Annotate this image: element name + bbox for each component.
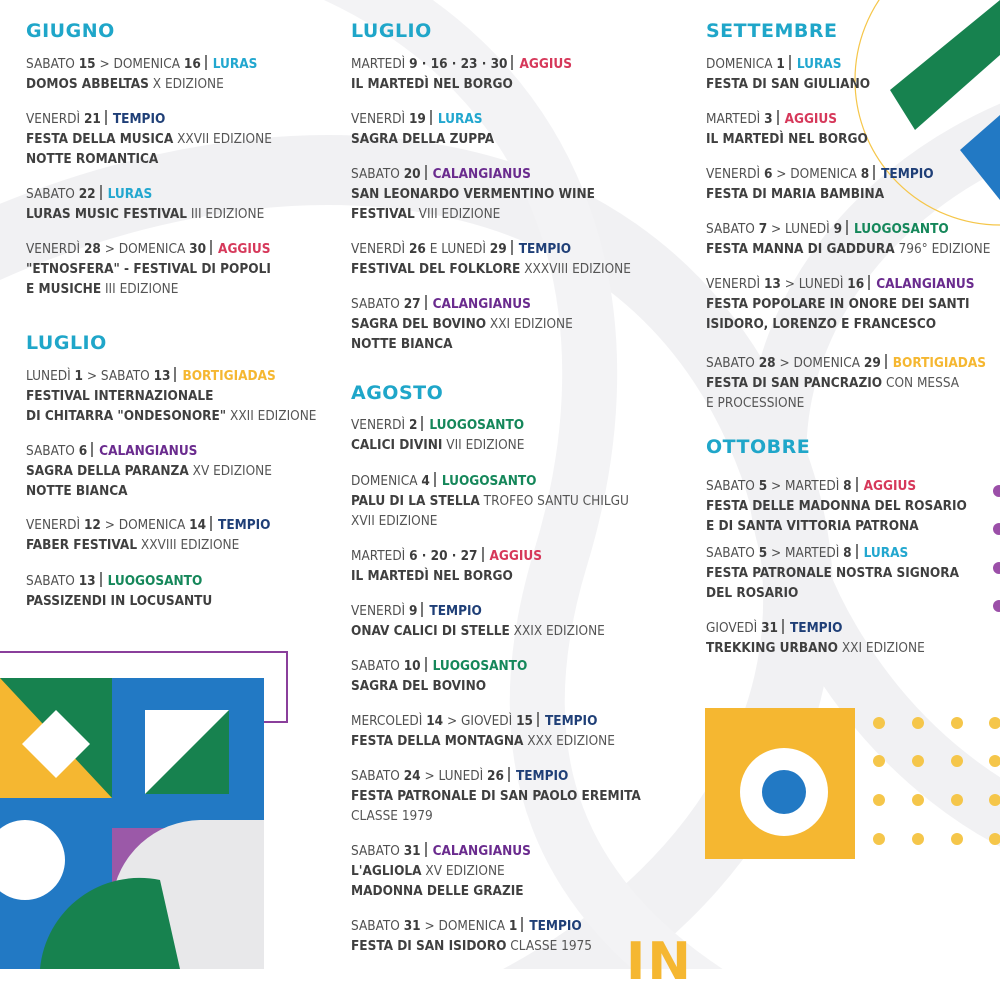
event-item: SABATO 13 LUOGOSANTO PASSIZENDI IN LOCUSANTU bbox=[26, 573, 213, 609]
event-item: SABATO 6 CALANGIANUS SAGRA DELLA PARANZA XV EDIZIONE NOTTE BIANCA bbox=[26, 443, 272, 499]
event-item: MERCOLEDÌ 14 > GIOVEDÌ 15 TEMPIO FESTA DELLA MONTAGNA XXX EDIZIONE bbox=[351, 713, 615, 749]
town-label: TEMPIO bbox=[881, 166, 934, 182]
town-label: CALANGIANUS bbox=[432, 166, 531, 182]
event-item: MARTEDÌ 9 · 16 · 23 · 30 AGGIUS IL MARTEDÌ NEL BORGO bbox=[351, 56, 572, 92]
event-item: VENERDÌ 28 > DOMENICA 30 AGGIUS "ETNOSFERA" - FESTIVAL DI POPOLI E MUSICHE III EDIZIONE bbox=[26, 241, 271, 297]
event-item: MARTEDÌ 3 AGGIUS IL MARTEDÌ NEL BORGO bbox=[706, 111, 868, 147]
town-label: TEMPIO bbox=[518, 241, 572, 257]
event-item: SABATO 31 CALANGIANUS L'AGLIOLA XV EDIZIONE MADONNA DELLE GRAZIE bbox=[351, 843, 531, 899]
event-item: VENERDÌ 13 > LUNEDÌ 16 CALANGIANUS FESTA POPOLARE IN ONORE DEI SANTI ISIDORO, LORENZO E FRANCESCO bbox=[706, 276, 975, 332]
event-item: DOMENICA 1 LURAS FESTA DI SAN GIULIANO bbox=[706, 56, 871, 92]
month-heading-settembre: SETTEMBRE bbox=[706, 20, 838, 42]
town-label: LURAS bbox=[863, 545, 909, 561]
town-label: TEMPIO bbox=[529, 918, 582, 934]
town-label: TEMPIO bbox=[544, 713, 598, 729]
event-item: VENERDÌ 21 TEMPIO FESTA DELLA MUSICA XXVII EDIZIONE NOTTE ROMANTICA bbox=[26, 111, 272, 167]
town-label: TEMPIO bbox=[790, 620, 843, 636]
event-item: SABATO 27 CALANGIANUS SAGRA DEL BOVINO XXI EDIZIONE NOTTE BIANCA bbox=[351, 296, 573, 352]
town-label: BORTIGIADAS bbox=[892, 355, 987, 371]
town-label: LUOGOSANTO bbox=[441, 473, 537, 489]
month-heading-luglio: LUGLIO bbox=[26, 332, 107, 354]
event-item: SABATO 10 LUOGOSANTO SAGRA DEL BOVINO bbox=[351, 658, 528, 694]
geometric-pattern-right bbox=[705, 708, 1000, 863]
event-item: SABATO 15 > DOMENICA 16 LURAS DOMOS ABBELTAS X EDIZIONE bbox=[26, 56, 258, 92]
town-label: LUOGOSANTO bbox=[854, 221, 949, 237]
town-label: TEMPIO bbox=[429, 603, 482, 619]
month-heading-luglio: LUGLIO bbox=[351, 20, 432, 42]
town-label: LUOGOSANTO bbox=[107, 573, 203, 589]
partial-heading-text: IN bbox=[626, 932, 693, 992]
town-label: AGGIUS bbox=[489, 548, 542, 564]
event-item: SABATO 5 > MARTEDÌ 8 AGGIUS FESTA DELLE MADONNA DEL ROSARIO E DI SANTA VITTORIA PATRONA bbox=[706, 478, 967, 534]
event-item: MARTEDÌ 6 · 20 · 27 AGGIUS IL MARTEDÌ NEL BORGO bbox=[351, 548, 542, 584]
town-label: LUOGOSANTO bbox=[429, 417, 525, 433]
town-label: AGGIUS bbox=[863, 478, 917, 494]
event-item: VENERDÌ 9 TEMPIO ONAV CALICI DI STELLE XXIX EDIZIONE bbox=[351, 603, 605, 639]
event-item: DOMENICA 4 LUOGOSANTO PALU DI LA STELLA TROFEO SANTU CHILGU XVII EDIZIONE bbox=[351, 473, 629, 529]
event-item: GIOVEDÌ 31 TEMPIO TREKKING URBANO XXI EDIZIONE bbox=[706, 620, 925, 656]
event-item: SABATO 20 CALANGIANUS SAN LEONARDO VERMENTINO WINE FESTIVAL VIII EDIZIONE bbox=[351, 166, 595, 222]
event-item: VENERDÌ 12 > DOMENICA 14 TEMPIO FABER FESTIVAL XXVIII EDIZIONE bbox=[26, 517, 271, 553]
event-item: SABATO 5 > MARTEDÌ 8 LURAS FESTA PATRONALE NOSTRA SIGNORA DEL ROSARIO bbox=[706, 545, 959, 601]
town-label: CALANGIANUS bbox=[99, 443, 198, 459]
town-label: LURAS bbox=[212, 56, 258, 72]
town-label: TEMPIO bbox=[515, 768, 569, 784]
town-label: CALANGIANUS bbox=[432, 843, 531, 859]
event-item: VENERDÌ 26 E LUNEDÌ 29 TEMPIO FESTIVAL DEL FOLKLORE XXXVIII EDIZIONE bbox=[351, 241, 631, 277]
town-label: LURAS bbox=[437, 111, 483, 127]
town-label: LUOGOSANTO bbox=[432, 658, 528, 674]
month-heading-ottobre: OTTOBRE bbox=[706, 436, 811, 458]
event-item: SABATO 31 > DOMENICA 1 TEMPIO FESTA DI SAN ISIDORO CLASSE 1975 bbox=[351, 918, 593, 954]
town-label: AGGIUS bbox=[519, 56, 572, 72]
town-label: AGGIUS bbox=[784, 111, 838, 127]
event-item: VENERDÌ 2 LUOGOSANTO CALICI DIVINI VII EDIZIONE bbox=[351, 417, 525, 453]
town-label: LURAS bbox=[796, 56, 842, 72]
town-label: BORTIGIADAS bbox=[182, 368, 276, 384]
purple-dots bbox=[990, 480, 1000, 620]
event-item: VENERDÌ 19 LURAS SAGRA DELLA ZUPPA bbox=[351, 111, 495, 147]
town-label: CALANGIANUS bbox=[432, 296, 531, 312]
event-item: SABATO 7 > LUNEDÌ 9 LUOGOSANTO FESTA MANNA DI GADDURA 796° EDIZIONE bbox=[706, 221, 991, 257]
month-heading-agosto: AGOSTO bbox=[351, 382, 444, 404]
town-label: AGGIUS bbox=[218, 241, 271, 257]
town-label: LURAS bbox=[107, 186, 153, 202]
geometric-pattern-left bbox=[0, 650, 300, 969]
event-item: LUNEDÌ 1 > SABATO 13 BORTIGIADAS FESTIVAL INTERNAZIONALE DI CHITARRA "ONDESONORE" XXII EDIZIONE bbox=[26, 368, 317, 424]
month-heading-giugno: GIUGNO bbox=[26, 20, 115, 42]
town-label: CALANGIANUS bbox=[876, 276, 975, 292]
event-item: SABATO 28 > DOMENICA 29 BORTIGIADAS FESTA DI SAN PANCRAZIO CON MESSA E PROCESSIONE bbox=[706, 355, 987, 411]
town-label: TEMPIO bbox=[112, 111, 166, 127]
town-label: TEMPIO bbox=[218, 517, 271, 533]
event-item: VENERDÌ 6 > DOMENICA 8 TEMPIO FESTA DI MARIA BAMBINA bbox=[706, 166, 934, 202]
event-item: SABATO 22 LURAS LURAS MUSIC FESTIVAL III EDIZIONE bbox=[26, 186, 265, 222]
event-item: SABATO 24 > LUNEDÌ 26 TEMPIO FESTA PATRONALE DI SAN PAOLO EREMITA CLASSE 1979 bbox=[351, 768, 641, 824]
